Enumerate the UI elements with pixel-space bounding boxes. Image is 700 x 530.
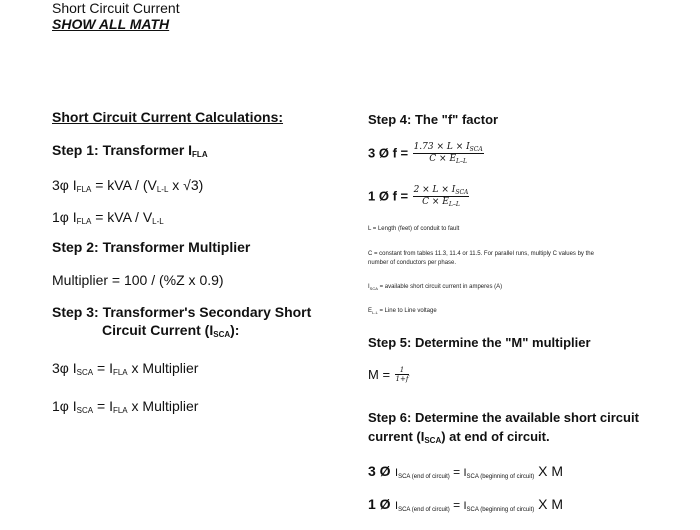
step2-title: Step 2: Transformer Multiplier: [52, 239, 251, 255]
step6-eq-3phase: 3 Ø $I_{SCA (end of circuit)} = I_{SCA (beginning of circuit)}$ X M: [368, 463, 564, 480]
step3-title-line1: Step 3: Transformer's Secondary Short: [52, 304, 312, 320]
step3-eq-1phase: 1φ $I_{SCA} = I_{FLA}$ x Multiplier: [52, 398, 199, 415]
step5-title: Step 5: Determine the "M" multiplier: [368, 335, 591, 350]
f1-fraction: $\frac{2 \times L \times I_{SCA}}{C \times E_{L-L}}$: [413, 185, 469, 208]
note-constant-line1: C = constant from tables 11.3, 11.4 or 11.5. For parallel runs, multiply C values by the: [368, 251, 594, 257]
note-constant-line2: number of conductors per phase.: [368, 260, 457, 266]
f3-fraction: $\frac{1.73 \times L \times I_{SCA}}{C \times E_{L-L}}$: [413, 142, 483, 165]
f-formula-3phase: 3 Ø f = $\frac{1.73 \times L \times I_{SCA}}{C \times E_{L-L}}$: [368, 142, 483, 165]
step2-eq: Multiplier = 100 / (%Z x 0.9): [52, 272, 224, 288]
step6-eq-1phase: 1 Ø $I_{SCA (end of circuit)} = I_{SCA (beginning of circuit)}$ X M: [368, 496, 564, 513]
note-ell: $E_{L-L}$ = Line to Line voltage: [368, 308, 437, 315]
page-subtitle: SHOW ALL MATH: [52, 16, 170, 32]
note-length: L = Length (feet) of conduit to fault: [368, 226, 460, 232]
section-title: Short Circuit Current Calculations:: [52, 109, 284, 125]
page-title: Short Circuit Current: [52, 0, 180, 16]
m-fraction: $\frac{1}{1+f}$: [395, 366, 409, 384]
note-isca: $I_{SCA}$ = available short circuit current in amperes (A): [368, 284, 503, 291]
step6-title-line2: current $(I_{SCA})$ at end of circuit.: [368, 429, 550, 445]
f-formula-1phase: 1 Ø f = $\frac{2 \times L \times I_{SCA}}{C \times E_{L-L}}$: [368, 185, 469, 208]
m-formula: M = $\frac{1}{1+f}$: [368, 366, 409, 384]
step3-eq-3phase: 3φ $I_{SCA} = I_{FLA}$ x Multiplier: [52, 360, 199, 377]
step6-title-line1: Step 6: Determine the available short circuit: [368, 410, 639, 425]
step1-title: Step 1: Transformer $I_{FLA}$: [52, 142, 208, 159]
step1-eq-3phase: 3φ $I_{FLA}$ = kVA / ($V_{L-L}$ x √3): [52, 177, 204, 194]
step1-eq-1phase: 1φ $I_{FLA}$ = kVA / $V_{L-L}$: [52, 209, 164, 226]
step3-title-line2: Circuit Current $(I_{SCA})$:: [102, 322, 240, 339]
step4-title: Step 4: The "f" factor: [368, 112, 499, 127]
